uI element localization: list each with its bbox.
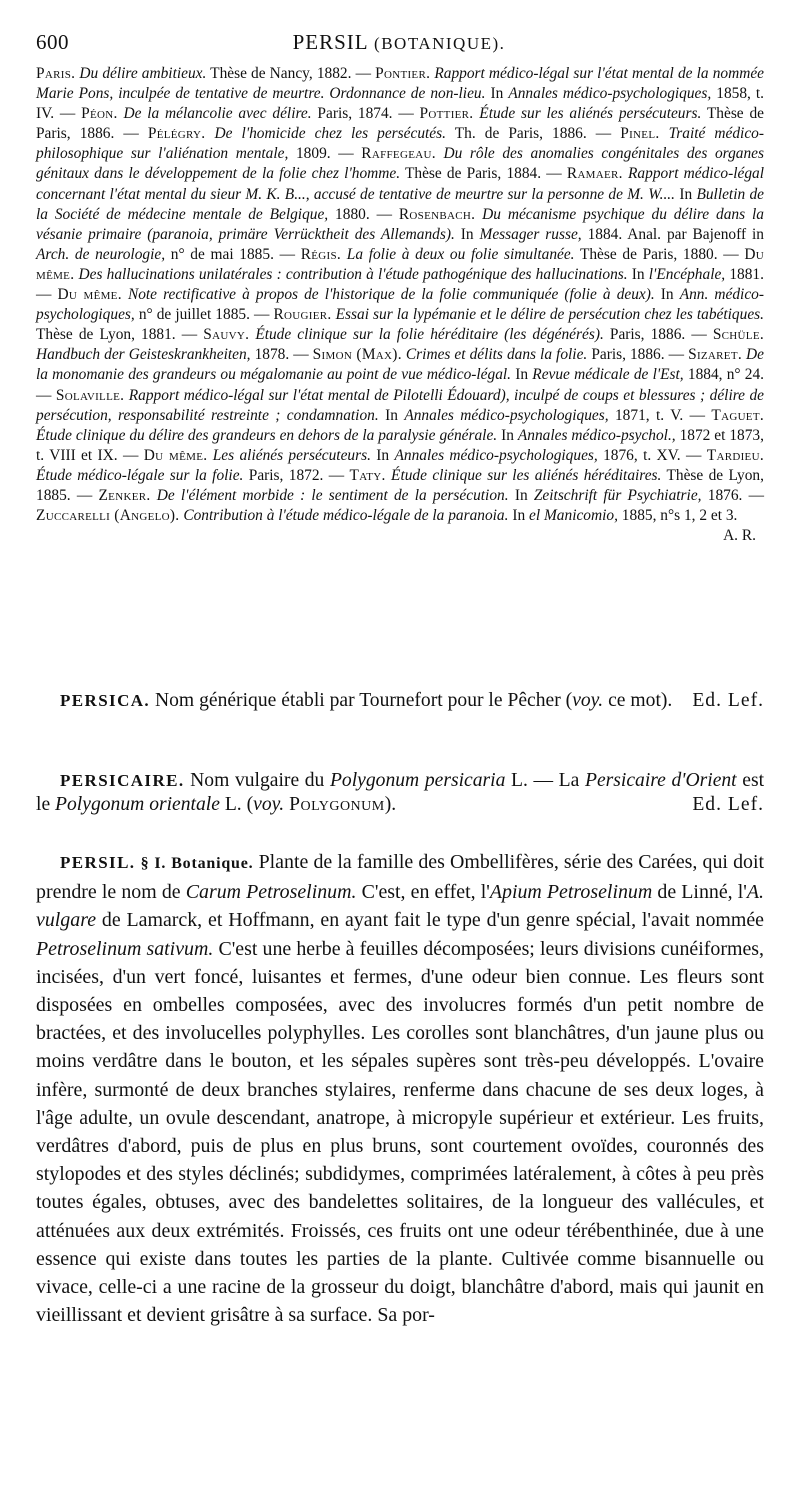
ref-pub: In [660, 286, 674, 304]
ref-title: Bulletin de la Société de médecine mentale de Belgique, [36, 185, 765, 223]
ref-author: Sizaret. [688, 346, 742, 364]
ref-pub: In [514, 486, 528, 504]
ref-title: Rapport médico-légal concernant l'état mental du sieur M. K. B..., accusé de tentative de meurtre sur la personne de M. W.... [36, 165, 765, 203]
ref-pub: 1872 et 1873, t. VIII et IX. — [36, 426, 764, 464]
ref-pub: 1885, n°s 1, 2 et 3. [621, 507, 738, 525]
ref-author: Simon (Max). [312, 346, 402, 364]
ref-pub: 1884. Anal. par Bajenoff in [587, 225, 764, 243]
ref-pub: In [515, 366, 529, 384]
ref-title: Annales médico-psychol., [517, 426, 676, 444]
ref-pub: Thèse de Lyon, 1881. — [36, 326, 198, 344]
ref-title: Rapport médico-légal sur l'état mental de Pilotelli Édouard), inculpé de coups et blessures ; délire de persécution, responsabilité restreinte ; condamnation. [36, 386, 764, 424]
ref-pub: 1858, t. IV. — [36, 85, 765, 123]
ref-pub: 1878. — [254, 346, 309, 364]
ref-pub: Paris, 1886. — [609, 326, 707, 344]
cross-ref-voy: voy. [572, 690, 604, 711]
taxon-name: Petroselinum sativum. [36, 937, 214, 960]
ref-title: Messager russe, [479, 225, 582, 243]
ref-author: Paris. [36, 65, 76, 82]
ref-author: Pinel. [620, 125, 660, 143]
running-title-main: PERSIL [292, 30, 368, 54]
ref-title: Du délire ambitieux. [79, 65, 207, 82]
entry-headword: PERSIL. [60, 853, 136, 872]
ref-author: Péon. [81, 105, 118, 123]
ref-title: La folie à deux ou folie simultanée. [346, 245, 575, 263]
section-heading: § I. Botanique. [140, 855, 254, 872]
page-number: 600 [36, 30, 69, 54]
ref-title: Étude médico-légale sur la folie. [36, 466, 244, 484]
ref-pub: Thèse de Paris, 1886. — [36, 105, 764, 143]
entry-signature: Ed. Lef. [692, 794, 764, 815]
ref-author: Zenker. [98, 486, 151, 504]
ref-author: Taty. [349, 466, 386, 484]
taxon-name: A. vulgare [36, 881, 765, 932]
ref-author: Ramaer. [566, 165, 623, 183]
entry-headword: PERSICAIRE. [60, 771, 185, 790]
ref-title: Du mécanisme psychique du délire dans la vésanie primaire (paranoia, primäre Verrücktheit des Allemands). [36, 205, 764, 243]
ref-title: Les aliénés persécuteurs. [212, 446, 371, 464]
ref-pub: 1884, n° 24. — [36, 366, 764, 404]
ref-pub: In [679, 185, 693, 203]
ref-title: Note rectificative à propos de l'historique de la folie communiquée (folie à deux). [127, 286, 655, 304]
taxon-name: Persicaire d'Orient [584, 770, 737, 791]
ref-author: Taguet. [711, 406, 764, 424]
bibliography-signature: A. R. [723, 527, 756, 545]
entry-text: ce mot). [608, 690, 673, 711]
ref-pub: Thèse de Paris, 1884. — [404, 165, 562, 183]
ref-title: l'Encéphale, [648, 265, 726, 283]
entry-persil [36, 848, 764, 1329]
ref-author: Pottier. [419, 105, 474, 123]
entry-text: L. ( [224, 794, 254, 815]
ref-pub: Paris, 1872. — [248, 466, 345, 484]
ref-pub: In [501, 426, 514, 444]
ref-pub: 1809. — [295, 145, 354, 163]
ref-title: Annales médico-psychologiques, [394, 446, 598, 464]
ref-pub: 1881. — [36, 265, 764, 304]
ref-pub: In [631, 265, 645, 283]
ref-author: Pontier. [375, 65, 431, 82]
ref-pub: Paris, 1886. — [591, 346, 685, 364]
taxon-name: Polygonum orientale [55, 794, 220, 815]
taxon-name: Apium Petroselinum [489, 881, 653, 904]
ref-pub: 1880. — [335, 205, 392, 223]
ref-pub: Th. de Paris, 1886. — [454, 125, 612, 143]
ref-title: Essai sur la lypémanie et le délire de persécution chez les tabétiques. [335, 306, 764, 324]
running-header [28, 30, 770, 56]
ref-title: el Manicomio, [529, 507, 618, 525]
ref-author: Raffegeau. [361, 145, 436, 163]
ref-pub: Thèse de Paris, 1880. — [579, 245, 739, 263]
ref-title: Des hallucinations unilatérales : contribution à l'étude pathogénique des hallucinations. [78, 265, 628, 283]
ref-author: Du même. [57, 286, 122, 304]
ref-author: Sauvy. [203, 326, 250, 344]
ref-author: Tardieu. [706, 446, 764, 464]
entry-signature: Ed. Lef. [692, 690, 764, 711]
taxon-name: Carum Petroselinum. [185, 881, 357, 904]
entry-text: Nom vulgaire du [190, 770, 325, 791]
ref-author: Rosenbach. [398, 205, 476, 223]
body-text: C'est, en effet, l' [361, 881, 490, 904]
ref-title: Arch. de neurologie, [36, 245, 166, 263]
ref-pub: n° de juillet 1885. — [138, 306, 270, 324]
ref-pub: 1871, t. V. — [614, 406, 705, 424]
ref-pub: Thèse de Nancy, 1882. — [210, 65, 371, 82]
ref-title: Du rôle des anomalies congénitales des organes génitaux dans le développement de la folie chez l'homme. [36, 145, 764, 183]
entry-text: Nom générique établi par Tournefort pour le Pêcher ( [154, 690, 573, 711]
ref-pub: 1876. — [707, 486, 764, 504]
entry-headword: PERSICA. [60, 691, 151, 710]
ref-title: Handbuch der Geisteskrankheiten, [36, 346, 251, 364]
body-text: de Lamarck, et Hoffmann, en ayant fait le type d'un genre spécial, l'avait nommée [101, 909, 764, 932]
ref-title: Étude sur les aliénés persécuteurs. [479, 105, 702, 123]
ref-author: Régis. [300, 245, 342, 263]
ref-title: Contribution à l'étude médico-légale de la paranoia. [183, 507, 509, 525]
ref-title: De l'élément morbide : le sentiment de la persécution. [156, 486, 509, 504]
ref-title: De la mélancolie avec délire. [123, 105, 312, 123]
running-title-sub: (BOTANIQUE). [374, 34, 506, 53]
ref-author: Pélégry. [147, 125, 206, 143]
ref-title: Crimes et délits dans la folie. [405, 346, 588, 364]
ref-pub: Thèse de Lyon, 1885. — [36, 466, 764, 504]
cross-ref-target: Polygonum [289, 794, 385, 815]
body-text: C'est une herbe à feuilles décomposées; leurs divisions cunéiformes, incisées, d'un vert foncé, luisantes et fermes, d'une odeur bien connue. Les fleurs sont disposées en ombelles composées, avec des involucres formés d'un petit nombre de bractées, et des involucelles polyphylles. Les corolles sont blanchâtres, d'un jaune plus ou moins verdâtre dans le bouton, et les sépales supères sont très-peu développés. L'ovaire infère, surmonté de deux branches stylaires, renferme dans chacune de ses deux loges, à l'âge adulte, un ovule descendant, anatrope, à micropyle supérieur et extérieur. Les fruits, verdâtres d'abord, puis de plus en plus bruns, sont courtement ovoïdes, couronnés des stylopodes et des styles déclinés; subdidymes, comprimées latéralement, à côtes à peu près toutes égales, obtuses, avec des bandelettes solitaires, de la longueur des vallécules, et atténuées aux deux extrémités. Froissés, ces fruits ont une odeur térébenthinée, due à une essence qui existe dans toutes les parties de la plante. Cultivée comme bisannuelle ou vivace, celle-ci a une racine de la grosseur du doigt, blanchâtre d'abord, mais qui jaunit en vieillissant et devient grisâtre à sa surface. Sa por- [36, 937, 764, 1327]
cross-ref-voy: voy. [253, 794, 285, 815]
ref-pub: In [512, 507, 526, 525]
ref-author: Rougier. [273, 306, 332, 324]
ref-title: Étude clinique du délire des grandeurs en dehors de la paralysie générale. [36, 426, 498, 444]
ref-title: Revue médicale de l'Est, [532, 366, 684, 384]
ref-title: Ann. médico-psychologiques, [36, 286, 764, 324]
ref-pub: In [460, 225, 474, 243]
entry-persicaire [36, 769, 764, 817]
ref-author: Du même. [143, 446, 208, 464]
body-text: Plante de la famille des Ombellifères, série des Carées, qui doit prendre le nom de [36, 851, 765, 904]
ref-title: De la monomanie des grandeurs ou mégalomanie au point de vue médico-légal. [36, 346, 764, 384]
ref-author: Solaville. [55, 386, 125, 404]
body-text: de Linné, l' [657, 881, 747, 904]
ref-pub: In [490, 85, 504, 103]
taxon-name: Polygonum persicaria [329, 770, 506, 791]
entry-text: L. — La [511, 770, 580, 791]
ref-pub: In [385, 406, 398, 424]
ref-title: Rapport médico-légal sur l'état mental de la nommée Marie Pons, inculpée de tentative de meurtre. Ordonnance de non-lieu. [36, 65, 764, 103]
running-title [28, 30, 770, 55]
ref-title: Étude clinique sur les aliénés héréditaires. [391, 466, 662, 484]
ref-author: Du même. [36, 245, 765, 283]
entry-text: ). [384, 794, 397, 815]
ref-title: Zeitschrift für Psychiatrie, [533, 486, 702, 504]
entry-text: est le [36, 770, 765, 815]
ref-author: Zuccarelli (Angelo). [36, 507, 180, 525]
entry-persica [36, 689, 764, 713]
ref-title: Traité médico-philosophique sur l'aliénation mentale, [36, 125, 764, 163]
ref-author: Schüle. [712, 326, 764, 344]
ref-title: Étude clinique sur la folie héréditaire (les dégénérés). [255, 326, 604, 344]
ref-pub: Paris, 1874. — [317, 105, 414, 123]
ref-title: De l'homicide chez les persécutés. [214, 125, 446, 143]
ref-title: Annales médico-psychologiques, [404, 406, 609, 424]
ref-pub: In [376, 446, 390, 464]
bibliography [36, 64, 764, 546]
ref-title: Annales médico-psychologiques, [508, 85, 712, 103]
ref-pub: 1876, t. XV. — [603, 446, 702, 464]
ref-pub: n° de mai 1885. — [170, 245, 295, 263]
